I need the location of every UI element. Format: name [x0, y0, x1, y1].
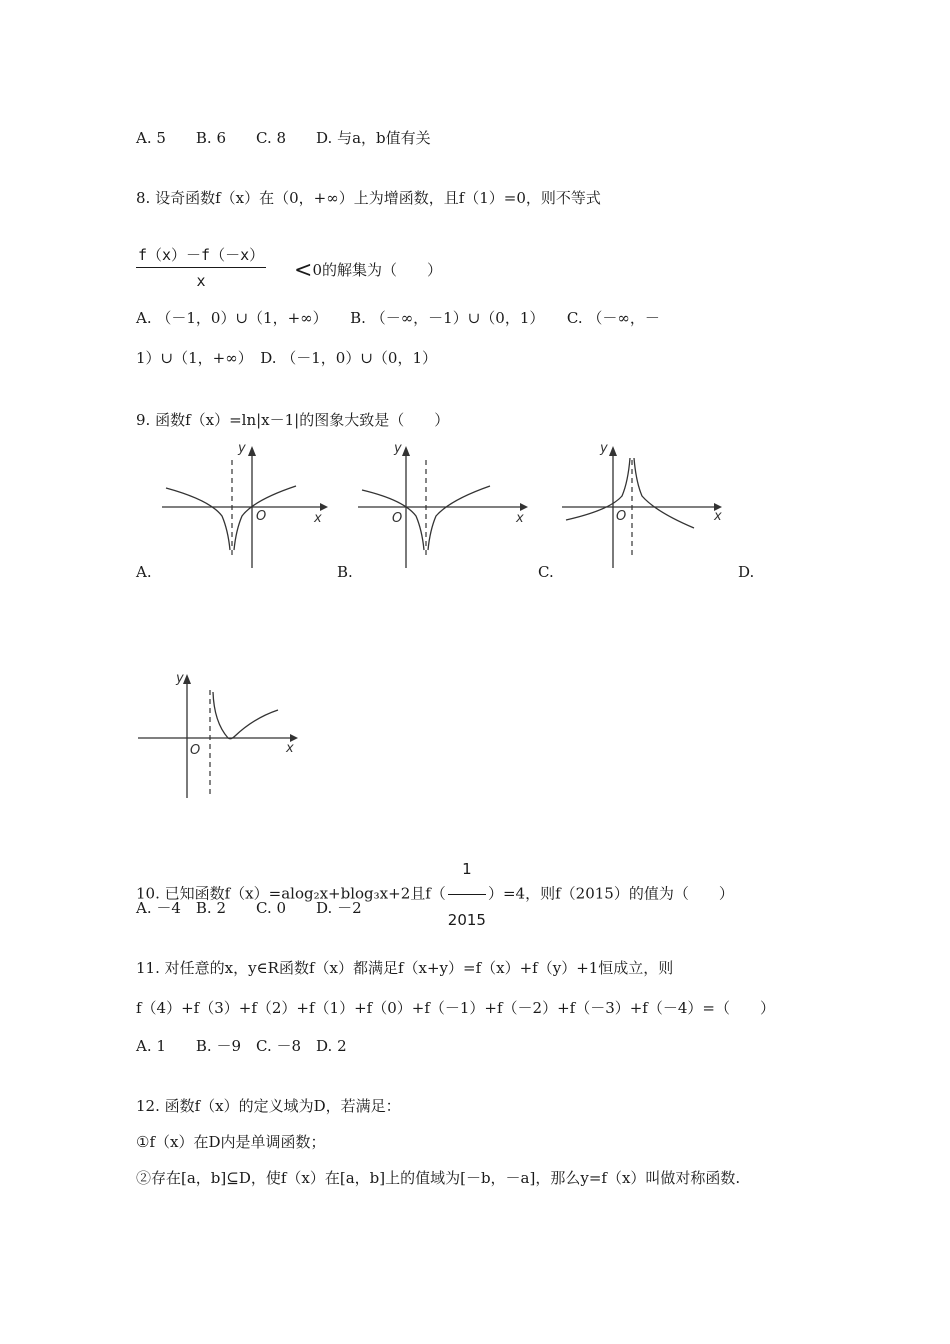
q9-c-origin: O	[616, 509, 627, 524]
q10-fraction-numerator: 1	[448, 846, 486, 895]
q9-b-origin: O	[392, 511, 403, 526]
q10-stem-post: ）=4，则f（2015）的值为（ ）	[487, 884, 734, 903]
q8-options-line2: 1）∪（1，+∞） D. （－1，0）∪（0，1）	[136, 349, 437, 367]
q10-fraction-denominator: 2015	[447, 911, 486, 929]
q9-b-x-label: x	[516, 511, 524, 526]
q8-fraction-denominator: x	[196, 272, 206, 290]
q9-c-x-label: x	[714, 509, 722, 524]
q12-stem: 12. 函数f（x）的定义域为D，若满足：	[136, 1097, 401, 1115]
q10-stem-pre: 10. 已知函数f（x）=alog₂x+blog₃x+2且f（	[136, 884, 446, 903]
q9-graph-a	[150, 438, 340, 570]
q9-graph-c	[556, 438, 746, 570]
q11-options: A. 1 B. －9 C. －8 D. 2	[136, 1037, 347, 1055]
q9-label-d: D.	[738, 563, 755, 581]
q9-stem: 9. 函数f（x）=ln|x－1|的图象大致是（ ）	[136, 411, 450, 429]
q9-b-y-label: y	[394, 441, 402, 456]
q8-less-than: <	[294, 258, 313, 283]
q9-d-x-label: x	[286, 741, 294, 756]
q9-a-origin: O	[256, 509, 267, 524]
q9-c-y-label: y	[600, 441, 608, 456]
q9-d-y-label: y	[176, 671, 184, 686]
q8-tail-text: 0的解集为（ ）	[312, 261, 442, 279]
q12-cond1: ①f（x）在D内是单调函数；	[136, 1133, 326, 1151]
q11-line2: f（4）+f（3）+f（2）+f（1）+f（0）+f（－1）+f（－2）+f（－3）+f（－4）=（ ）	[136, 999, 775, 1017]
q9-graph-d	[130, 666, 310, 802]
q9-label-a: A.	[136, 563, 152, 581]
q7-options: A. 5 B. 6 C. 8 D. 与a，b值有关	[136, 129, 431, 147]
q11-stem: 11. 对任意的x，y∈R函数f（x）都满足f（x+y）=f（x）+f（y）+1恒成立，则	[136, 959, 674, 977]
q10-options: A. －4 B. 2 C. 0 D. －2	[136, 899, 362, 917]
q10-fraction	[448, 846, 486, 943]
q9-a-x-label: x	[314, 511, 322, 526]
q9-label-b: B.	[337, 563, 353, 581]
q9-graph-b	[352, 438, 542, 570]
q9-a-y-label: y	[238, 441, 246, 456]
q8-fraction	[136, 244, 266, 290]
q8-stem: 8. 设奇函数f（x）在（0，+∞）上为增函数，且f（1）=0，则不等式	[136, 189, 601, 207]
q10-stem	[136, 846, 734, 943]
q9-label-c: C.	[538, 563, 554, 581]
q8-options-line1: A. （－1，0）∪（1，+∞） B. （－∞，－1）∪（0，1） C. （－∞，－	[136, 309, 660, 327]
q8-fraction-numerator: f（x）－f（－x）	[136, 244, 266, 268]
q9-d-origin: O	[190, 743, 201, 758]
q8-fraction-tail	[294, 258, 442, 283]
q12-cond2: ②存在[a，b]⊆D，使f（x）在[a，b]上的值域为[－b，－a]，那么y=f（x）叫做对称函数.	[136, 1169, 741, 1187]
